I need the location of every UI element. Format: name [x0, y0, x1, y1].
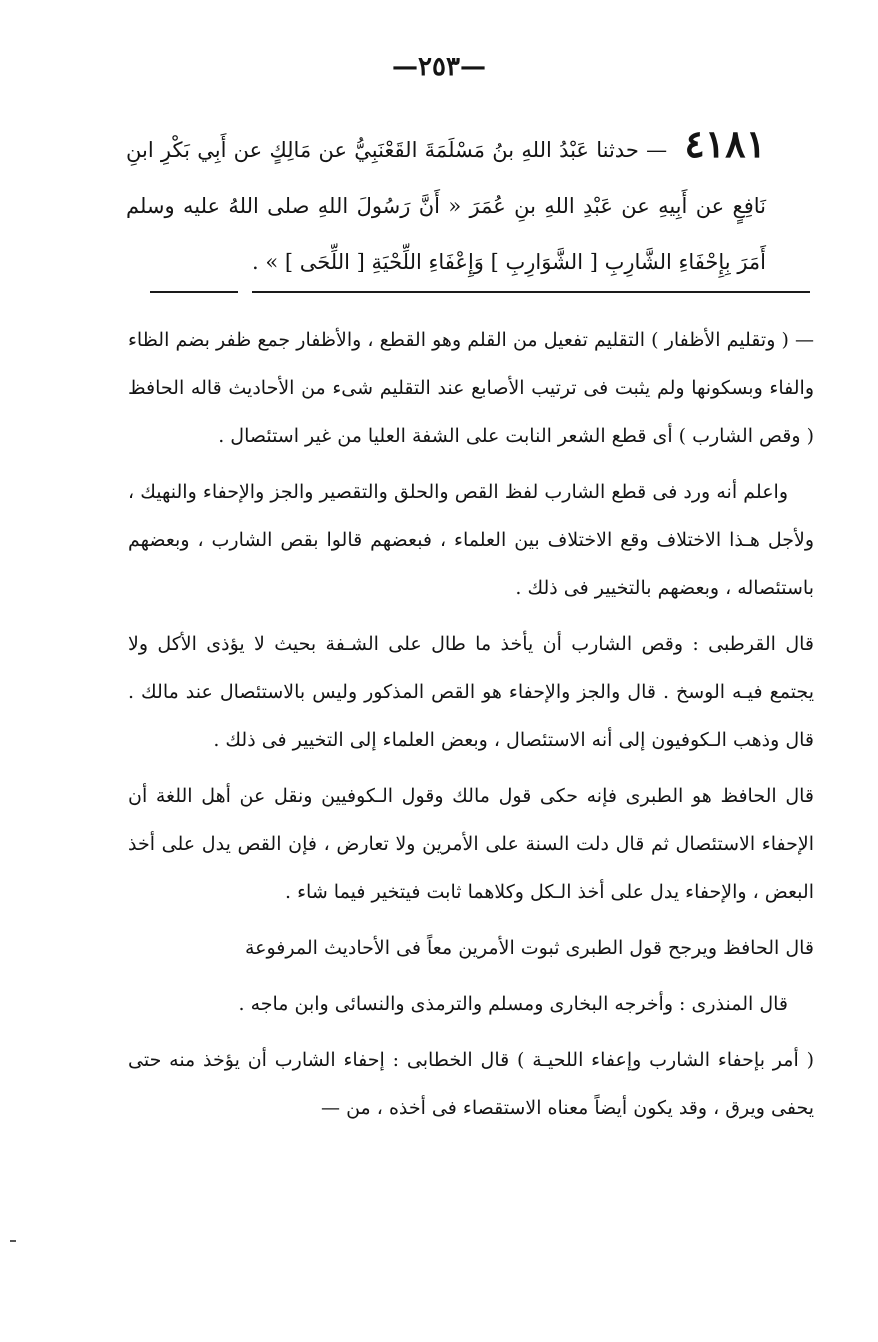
hadith-text: — حدثنا عَبْدُ اللهِ بنُ مَسْلَمَةَ القَعْنَبِيُّ عن مَالِكٍ عن أَبِي بَكْرِ ابنِ نَافِعٍ عن أَبِيهِ عن عَبْدِ اللهِ بنِ عُمَرَ « أَنَّ رَسُولَ اللهِ صلى اللهُ عليه وسلم أَمَرَ بِإِحْفَاءِ الشَّارِبِ [ الشَّوَارِبِ ] وَإِعْفَاءِ اللِّحْيَةِ [ اللِّحَى ] » . [126, 138, 766, 274]
separator-rule [252, 291, 810, 293]
commentary-paragraph: قال الحافظ هو الطبرى فإنه حكى قول مالك وقول الـكوفيين ونقل عن أهل اللغة أن الإحفاء الاستئصال ثم قال دلت السنة على الأمرين ولا تعارض ، فإن القص يدل على أخذ البعض ، والإحفاء يدل على أخذ الـكل وكلاهما ثابت فيتخير فيما شاء . [128, 785, 814, 903]
margin-mark [10, 1240, 16, 1242]
commentary-paragraph: قال الحافظ ويرجح قول الطبرى ثبوت الأمرين معاً فى الأحاديث المرفوعة [244, 937, 814, 959]
page-number: —٢٥٣— [392, 52, 486, 82]
commentary-paragraph: واعلم أنه ورد فى قطع الشارب لفظ القص والحلق والتقصير والجز والإحفاء والنهيك ، ولأجل هـذا الاختلاف وقع الاختلاف بين العلماء ، فبعضهم قالوا بقص الشارب ، وبعضهم باستئصاله ، وبعضهم بالتخيير فى ذلك . [128, 481, 814, 599]
commentary-paragraph: — ( وتقليم الأظفار ) التقليم تفعيل من القلم وهو القطع ، والأظفار جمع ظفر بضم الظاء والفاء وبسكونها ولم يثبت فى ترتيب الأصابع عند التقليم شىء من الأحاديث قاله الحافظ ( وقص الشارب ) أى قطع الشعر النابت على الشفة العليا من غير استئصال . [128, 329, 814, 447]
commentary-paragraph: قال القرطبى : وقص الشارب أن يأخذ ما طال على الشـفة بحيث لا يؤذى الأكل ولا يجتمع فيـه الوسخ . قال والجز والإحفاء هو القص المذكور وليس بالاستئصال عند مالك . قال وذهب الـكوفيون إلى أنه الاستئصال ، وبعض العلماء إلى التخيير فى ذلك . [128, 633, 814, 751]
commentary-paragraph: قال المنذرى : وأخرجه البخارى ومسلم والترمذى والنسائى وابن ماجه . [238, 993, 788, 1015]
hadith-number: ٤١٨١ [684, 121, 766, 166]
commentary-paragraph: ( أمر بإحفاء الشارب وإعفاء اللحيـة ) قال الخطابى : إحفاء الشارب أن يؤخذ منه حتى يحفى ويرق ، وقد يكون أيضاً معناه الاستقصاء فى أخذه ، من — [128, 1049, 814, 1119]
separator-rule-short [150, 291, 238, 293]
hadith-block [126, 122, 766, 290]
commentary-section [128, 316, 814, 1140]
